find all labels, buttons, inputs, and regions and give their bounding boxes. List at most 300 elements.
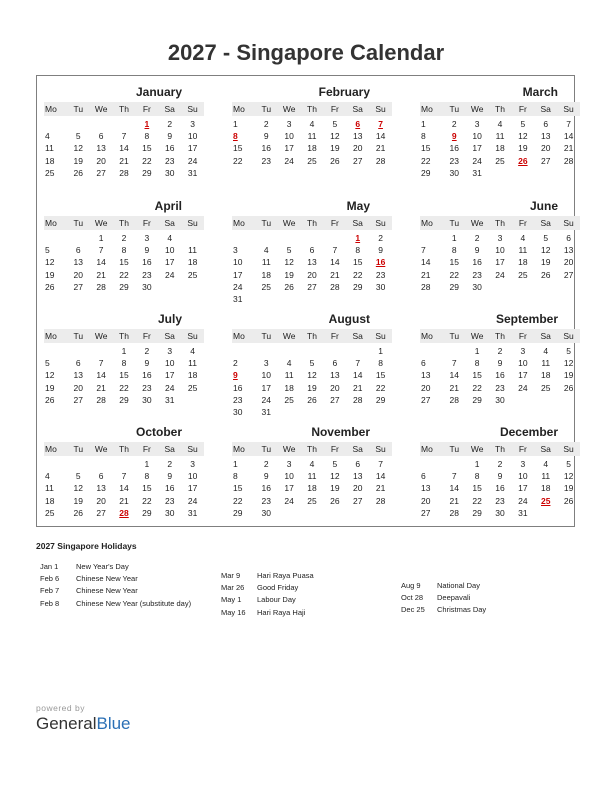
day-cell[interactable]: 31 (518, 507, 528, 518)
day-cell[interactable]: 10 (284, 131, 294, 142)
day-cell[interactable]: 2 (167, 119, 173, 129)
day-cell[interactable]: 27 (352, 495, 363, 506)
day-cell[interactable]: 24 (284, 155, 294, 166)
day-cell[interactable]: 22 (352, 269, 363, 280)
day-cell[interactable]: 29 (119, 394, 129, 405)
day-cell[interactable]: 12 (284, 257, 294, 268)
day-cell[interactable]: 26 (563, 495, 574, 506)
day-cell[interactable]: 24 (472, 155, 482, 166)
holiday-day-cell[interactable]: 7 (378, 119, 383, 129)
day-cell[interactable]: 25 (307, 155, 317, 166)
day-cell[interactable]: 12 (540, 245, 551, 256)
day-cell[interactable]: 3 (286, 119, 292, 129)
day-cell[interactable]: 14 (330, 257, 340, 268)
day-cell[interactable]: 28 (96, 281, 106, 292)
day-cell[interactable]: 16 (142, 370, 152, 381)
day-cell[interactable]: 4 (309, 119, 315, 129)
day-cell[interactable]: 18 (495, 143, 505, 154)
day-cell[interactable]: 20 (96, 155, 106, 166)
day-cell[interactable]: 15 (233, 483, 243, 494)
day-cell[interactable]: 23 (495, 495, 505, 506)
day-cell[interactable]: 18 (187, 257, 198, 268)
day-cell[interactable]: 27 (330, 394, 340, 405)
day-cell[interactable]: 18 (187, 370, 198, 381)
day-cell[interactable]: 26 (330, 495, 340, 506)
day-cell[interactable]: 15 (449, 257, 460, 268)
day-cell[interactable]: 6 (421, 471, 426, 482)
holiday-day-cell[interactable]: 16 (375, 257, 386, 268)
day-cell[interactable]: 11 (307, 131, 317, 142)
day-cell[interactable]: 1 (474, 459, 480, 469)
day-cell[interactable]: 14 (119, 143, 129, 154)
day-cell[interactable]: 6 (309, 245, 315, 256)
day-cell[interactable]: 17 (495, 257, 505, 268)
day-cell[interactable]: 26 (330, 155, 340, 166)
day-cell[interactable]: 29 (233, 507, 243, 518)
day-cell[interactable]: 28 (449, 507, 460, 518)
day-cell[interactable]: 20 (421, 382, 431, 393)
day-cell[interactable]: 15 (421, 143, 431, 154)
day-cell[interactable]: 20 (540, 143, 551, 154)
day-cell[interactable]: 30 (164, 507, 175, 518)
day-cell[interactable]: 12 (73, 143, 84, 154)
day-cell[interactable]: 2 (144, 346, 150, 356)
day-cell[interactable]: 16 (261, 143, 272, 154)
day-cell[interactable]: 29 (142, 167, 152, 178)
day-cell[interactable]: 7 (566, 119, 571, 129)
day-cell[interactable]: 24 (518, 382, 528, 393)
day-cell[interactable]: 22 (375, 382, 386, 393)
day-cell[interactable]: 13 (563, 245, 574, 256)
day-cell[interactable]: 17 (284, 143, 294, 154)
day-cell[interactable]: 4 (263, 245, 269, 256)
day-cell[interactable]: 15 (119, 257, 129, 268)
day-cell[interactable]: 9 (497, 358, 503, 369)
day-cell[interactable]: 29 (352, 281, 363, 292)
day-cell[interactable]: 9 (144, 245, 150, 256)
day-cell[interactable]: 25 (307, 495, 317, 506)
day-cell[interactable]: 5 (332, 459, 338, 469)
day-cell[interactable]: 18 (540, 370, 551, 381)
day-cell[interactable]: 5 (332, 119, 338, 129)
day-cell[interactable]: 20 (73, 382, 84, 393)
day-cell[interactable]: 16 (233, 382, 243, 393)
day-cell[interactable]: 30 (261, 507, 272, 518)
day-cell[interactable]: 12 (563, 358, 574, 369)
holiday-day-cell[interactable]: 1 (355, 233, 361, 243)
day-cell[interactable]: 29 (119, 281, 129, 292)
day-cell[interactable]: 3 (286, 459, 292, 469)
day-cell[interactable]: 29 (472, 394, 482, 405)
day-cell[interactable]: 8 (144, 131, 150, 142)
day-cell[interactable]: 14 (563, 131, 574, 142)
day-cell[interactable]: 26 (540, 269, 551, 280)
day-cell[interactable]: 2 (497, 459, 503, 469)
day-cell[interactable]: 26 (284, 281, 294, 292)
day-cell[interactable]: 2 (121, 233, 127, 243)
day-cell[interactable]: 7 (355, 358, 361, 369)
day-cell[interactable]: 3 (474, 119, 480, 129)
day-cell[interactable]: 30 (375, 281, 386, 292)
day-cell[interactable]: 9 (167, 131, 173, 142)
day-cell[interactable]: 26 (73, 507, 84, 518)
day-cell[interactable]: 5 (566, 346, 571, 356)
day-cell[interactable]: 30 (233, 406, 243, 417)
day-cell[interactable]: 9 (167, 471, 173, 482)
day-cell[interactable]: 24 (518, 495, 528, 506)
day-cell[interactable]: 28 (330, 281, 340, 292)
day-cell[interactable]: 24 (261, 394, 272, 405)
day-cell[interactable]: 4 (497, 119, 503, 129)
day-cell[interactable]: 19 (73, 155, 84, 166)
day-cell[interactable]: 23 (142, 269, 152, 280)
holiday-day-cell[interactable]: 9 (233, 370, 238, 381)
day-cell[interactable]: 10 (472, 131, 482, 142)
day-cell[interactable]: 29 (421, 167, 431, 178)
day-cell[interactable]: 7 (121, 471, 127, 482)
day-cell[interactable]: 8 (451, 245, 457, 256)
day-cell[interactable]: 7 (451, 471, 457, 482)
day-cell[interactable]: 5 (45, 245, 50, 256)
day-cell[interactable]: 27 (96, 507, 106, 518)
day-cell[interactable]: 15 (119, 370, 129, 381)
holiday-day-cell[interactable]: 26 (518, 155, 528, 166)
day-cell[interactable]: 21 (449, 495, 460, 506)
day-cell[interactable]: 17 (518, 370, 528, 381)
day-cell[interactable]: 12 (330, 471, 340, 482)
day-cell[interactable]: 30 (472, 281, 482, 292)
day-cell[interactable]: 18 (540, 483, 551, 494)
day-cell[interactable]: 23 (164, 155, 175, 166)
day-cell[interactable]: 20 (421, 495, 431, 506)
day-cell[interactable]: 24 (187, 495, 198, 506)
day-cell[interactable]: 8 (421, 131, 426, 142)
day-cell[interactable]: 13 (96, 483, 106, 494)
day-cell[interactable]: 7 (451, 358, 457, 369)
day-cell[interactable]: 11 (495, 131, 505, 142)
day-cell[interactable]: 14 (119, 483, 129, 494)
day-cell[interactable]: 25 (187, 269, 198, 280)
day-cell[interactable]: 25 (45, 167, 55, 178)
day-cell[interactable]: 7 (98, 358, 104, 369)
day-cell[interactable]: 29 (375, 394, 386, 405)
day-cell[interactable]: 9 (263, 131, 269, 142)
day-cell[interactable]: 25 (45, 507, 55, 518)
day-cell[interactable]: 14 (375, 131, 386, 142)
day-cell[interactable]: 10 (518, 358, 528, 369)
day-cell[interactable]: 4 (45, 131, 50, 142)
day-cell[interactable]: 18 (518, 257, 528, 268)
day-cell[interactable]: 5 (45, 358, 50, 369)
day-cell[interactable]: 22 (142, 495, 152, 506)
day-cell[interactable]: 24 (164, 269, 175, 280)
day-cell[interactable]: 26 (45, 281, 55, 292)
day-cell[interactable]: 6 (355, 459, 361, 469)
day-cell[interactable]: 18 (307, 143, 317, 154)
day-cell[interactable]: 11 (307, 471, 317, 482)
day-cell[interactable]: 14 (375, 471, 386, 482)
day-cell[interactable]: 30 (495, 507, 505, 518)
day-cell[interactable]: 8 (144, 471, 150, 482)
day-cell[interactable]: 13 (73, 257, 84, 268)
day-cell[interactable]: 28 (375, 495, 386, 506)
day-cell[interactable]: 4 (543, 459, 549, 469)
day-cell[interactable]: 23 (233, 394, 243, 405)
day-cell[interactable]: 10 (187, 471, 198, 482)
day-cell[interactable]: 19 (518, 143, 528, 154)
day-cell[interactable]: 26 (563, 382, 574, 393)
day-cell[interactable]: 6 (543, 119, 549, 129)
day-cell[interactable]: 30 (495, 394, 505, 405)
day-cell[interactable]: 10 (164, 358, 175, 369)
day-cell[interactable]: 20 (73, 269, 84, 280)
day-cell[interactable]: 28 (563, 155, 574, 166)
day-cell[interactable]: 2 (378, 233, 383, 243)
day-cell[interactable]: 3 (497, 233, 503, 243)
day-cell[interactable]: 11 (45, 143, 54, 154)
day-cell[interactable]: 13 (352, 131, 363, 142)
day-cell[interactable]: 4 (309, 459, 315, 469)
day-cell[interactable]: 18 (45, 155, 55, 166)
day-cell[interactable]: 13 (540, 131, 551, 142)
day-cell[interactable]: 15 (375, 370, 386, 381)
day-cell[interactable]: 7 (332, 245, 338, 256)
day-cell[interactable]: 21 (119, 155, 129, 166)
day-cell[interactable]: 17 (284, 483, 294, 494)
day-cell[interactable]: 4 (45, 471, 50, 482)
day-cell[interactable]: 19 (307, 382, 317, 393)
day-cell[interactable]: 18 (45, 495, 55, 506)
day-cell[interactable]: 27 (540, 155, 551, 166)
day-cell[interactable]: 27 (421, 507, 431, 518)
day-cell[interactable]: 21 (375, 143, 386, 154)
day-cell[interactable]: 28 (96, 394, 106, 405)
holiday-day-cell[interactable]: 8 (233, 131, 238, 142)
day-cell[interactable]: 23 (261, 495, 272, 506)
day-cell[interactable]: 1 (474, 346, 480, 356)
day-cell[interactable]: 2 (451, 119, 457, 129)
day-cell[interactable]: 12 (45, 257, 55, 268)
day-cell[interactable]: 17 (233, 269, 243, 280)
day-cell[interactable]: 15 (352, 257, 363, 268)
day-cell[interactable]: 25 (540, 382, 551, 393)
day-cell[interactable]: 11 (541, 358, 551, 369)
day-cell[interactable]: 28 (421, 281, 431, 292)
day-cell[interactable]: 13 (307, 257, 317, 268)
day-cell[interactable]: 14 (449, 370, 460, 381)
day-cell[interactable]: 21 (96, 269, 106, 280)
day-cell[interactable]: 19 (330, 143, 340, 154)
day-cell[interactable]: 3 (520, 459, 526, 469)
day-cell[interactable]: 24 (233, 281, 243, 292)
day-cell[interactable]: 11 (261, 257, 271, 268)
day-cell[interactable]: 11 (541, 471, 551, 482)
day-cell[interactable]: 18 (261, 269, 272, 280)
day-cell[interactable]: 5 (566, 459, 571, 469)
day-cell[interactable]: 9 (474, 245, 480, 256)
day-cell[interactable]: 19 (45, 269, 55, 280)
day-cell[interactable]: 27 (73, 394, 84, 405)
day-cell[interactable]: 6 (98, 471, 104, 482)
day-cell[interactable]: 6 (566, 233, 571, 243)
day-cell[interactable]: 22 (449, 269, 460, 280)
day-cell[interactable]: 22 (119, 269, 129, 280)
day-cell[interactable]: 20 (563, 257, 574, 268)
day-cell[interactable]: 16 (164, 483, 175, 494)
day-cell[interactable]: 22 (233, 495, 243, 506)
day-cell[interactable]: 24 (284, 495, 294, 506)
day-cell[interactable]: 27 (96, 167, 106, 178)
day-cell[interactable]: 16 (164, 143, 175, 154)
day-cell[interactable]: 5 (520, 119, 526, 129)
day-cell[interactable]: 26 (307, 394, 317, 405)
day-cell[interactable]: 5 (75, 131, 81, 142)
day-cell[interactable]: 17 (187, 143, 198, 154)
day-cell[interactable]: 28 (375, 155, 386, 166)
day-cell[interactable]: 29 (142, 507, 152, 518)
day-cell[interactable]: 1 (233, 459, 238, 469)
day-cell[interactable]: 14 (96, 257, 106, 268)
day-cell[interactable]: 26 (73, 167, 84, 178)
day-cell[interactable]: 3 (520, 346, 526, 356)
day-cell[interactable]: 19 (540, 257, 551, 268)
day-cell[interactable]: 14 (449, 483, 460, 494)
day-cell[interactable]: 17 (164, 370, 175, 381)
day-cell[interactable]: 5 (543, 233, 549, 243)
day-cell[interactable]: 7 (378, 459, 383, 469)
day-cell[interactable]: 3 (190, 459, 195, 469)
day-cell[interactable]: 25 (261, 281, 272, 292)
day-cell[interactable]: 20 (96, 495, 106, 506)
day-cell[interactable]: 15 (472, 483, 482, 494)
day-cell[interactable]: 2 (263, 459, 269, 469)
day-cell[interactable]: 17 (187, 483, 198, 494)
day-cell[interactable]: 12 (518, 131, 528, 142)
day-cell[interactable]: 18 (307, 483, 317, 494)
day-cell[interactable]: 19 (45, 382, 55, 393)
day-cell[interactable]: 10 (284, 471, 294, 482)
day-cell[interactable]: 3 (233, 245, 238, 256)
day-cell[interactable]: 13 (421, 370, 431, 381)
day-cell[interactable]: 7 (421, 245, 426, 256)
day-cell[interactable]: 10 (164, 245, 175, 256)
holiday-day-cell[interactable]: 1 (144, 119, 150, 129)
day-cell[interactable]: 26 (45, 394, 55, 405)
day-cell[interactable]: 4 (286, 358, 292, 369)
day-cell[interactable]: 1 (233, 119, 238, 129)
day-cell[interactable]: 1 (421, 119, 426, 129)
day-cell[interactable]: 14 (96, 370, 106, 381)
day-cell[interactable]: 17 (261, 382, 272, 393)
day-cell[interactable]: 19 (73, 495, 84, 506)
day-cell[interactable]: 20 (330, 382, 340, 393)
day-cell[interactable]: 23 (261, 155, 272, 166)
day-cell[interactable]: 16 (142, 257, 152, 268)
day-cell[interactable]: 8 (378, 358, 383, 369)
day-cell[interactable]: 11 (518, 245, 528, 256)
day-cell[interactable]: 1 (451, 233, 457, 243)
day-cell[interactable]: 21 (421, 269, 431, 280)
day-cell[interactable]: 29 (449, 281, 460, 292)
day-cell[interactable]: 24 (187, 155, 198, 166)
day-cell[interactable]: 31 (187, 167, 198, 178)
day-cell[interactable]: 8 (474, 471, 480, 482)
holiday-day-cell[interactable]: 9 (451, 131, 457, 142)
day-cell[interactable]: 15 (142, 483, 152, 494)
day-cell[interactable]: 16 (261, 483, 272, 494)
day-cell[interactable]: 19 (330, 483, 340, 494)
day-cell[interactable]: 3 (263, 358, 269, 369)
day-cell[interactable]: 13 (330, 370, 340, 381)
day-cell[interactable]: 21 (449, 382, 460, 393)
day-cell[interactable]: 16 (449, 143, 460, 154)
day-cell[interactable]: 22 (142, 155, 152, 166)
holiday-day-cell[interactable]: 6 (355, 119, 361, 129)
day-cell[interactable]: 31 (233, 293, 243, 304)
day-cell[interactable]: 3 (167, 346, 173, 356)
day-cell[interactable]: 12 (307, 370, 317, 381)
day-cell[interactable]: 11 (284, 370, 294, 381)
day-cell[interactable]: 20 (307, 269, 317, 280)
day-cell[interactable]: 14 (421, 257, 431, 268)
day-cell[interactable]: 10 (261, 370, 272, 381)
day-cell[interactable]: 1 (98, 233, 104, 243)
day-cell[interactable]: 12 (330, 131, 340, 142)
day-cell[interactable]: 1 (378, 346, 383, 356)
day-cell[interactable]: 4 (190, 346, 195, 356)
day-cell[interactable]: 21 (563, 143, 574, 154)
day-cell[interactable]: 16 (495, 370, 505, 381)
day-cell[interactable]: 10 (495, 245, 505, 256)
day-cell[interactable]: 21 (119, 495, 129, 506)
day-cell[interactable]: 20 (352, 143, 363, 154)
day-cell[interactable]: 2 (474, 233, 480, 243)
day-cell[interactable]: 23 (495, 382, 505, 393)
day-cell[interactable]: 30 (449, 167, 460, 178)
day-cell[interactable]: 23 (164, 495, 175, 506)
day-cell[interactable]: 7 (121, 131, 127, 142)
day-cell[interactable]: 10 (233, 257, 243, 268)
day-cell[interactable]: 27 (421, 394, 431, 405)
day-cell[interactable]: 17 (518, 483, 528, 494)
day-cell[interactable]: 13 (96, 143, 106, 154)
day-cell[interactable]: 27 (352, 155, 363, 166)
day-cell[interactable]: 31 (472, 167, 482, 178)
day-cell[interactable]: 16 (495, 483, 505, 494)
day-cell[interactable]: 6 (75, 358, 81, 369)
day-cell[interactable]: 24 (495, 269, 505, 280)
day-cell[interactable]: 12 (73, 483, 84, 494)
day-cell[interactable]: 25 (495, 155, 505, 166)
day-cell[interactable]: 8 (233, 471, 238, 482)
day-cell[interactable]: 2 (497, 346, 503, 356)
day-cell[interactable]: 13 (73, 370, 84, 381)
day-cell[interactable]: 28 (449, 394, 460, 405)
day-cell[interactable]: 6 (421, 358, 426, 369)
day-cell[interactable]: 22 (421, 155, 431, 166)
day-cell[interactable]: 27 (563, 269, 574, 280)
day-cell[interactable]: 18 (284, 382, 294, 393)
day-cell[interactable]: 9 (497, 471, 503, 482)
day-cell[interactable]: 25 (284, 394, 294, 405)
day-cell[interactable]: 9 (378, 245, 383, 256)
day-cell[interactable]: 8 (121, 245, 127, 256)
day-cell[interactable]: 23 (142, 382, 152, 393)
day-cell[interactable]: 21 (375, 483, 386, 494)
day-cell[interactable]: 29 (472, 507, 482, 518)
day-cell[interactable]: 8 (121, 358, 127, 369)
day-cell[interactable]: 28 (119, 167, 129, 178)
